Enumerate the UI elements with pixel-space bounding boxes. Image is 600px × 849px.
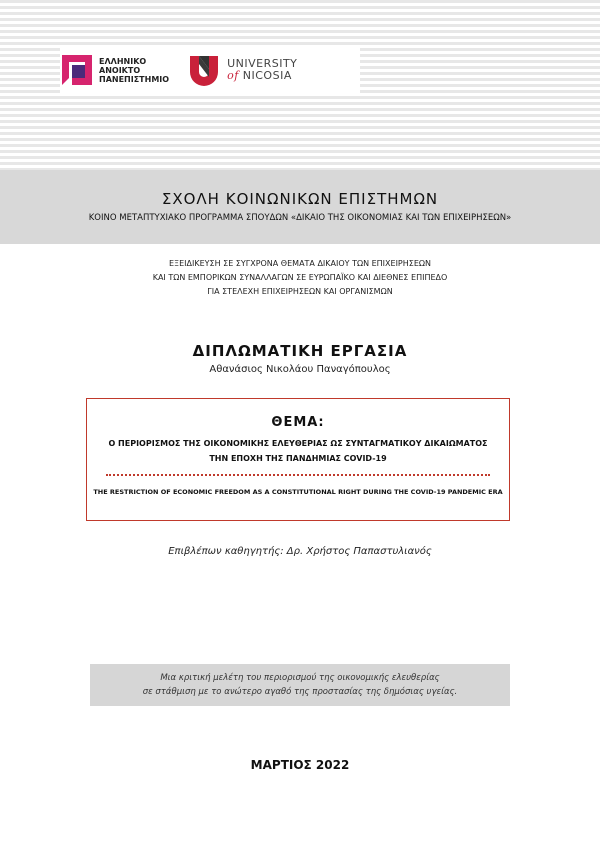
topic-box <box>86 398 510 521</box>
eap-logo-line: ΑΝΟΙΚΤΟ <box>99 65 141 75</box>
school-band <box>0 170 600 244</box>
unic-logo-nicosia: NICOSIA <box>242 69 292 82</box>
program-title: ΚΟΙΝΟ ΜΕΤΑΠΤΥΧΙΑΚΟ ΠΡΟΓΡΑΜΜΑ ΣΠΟΥΔΩΝ «ΔΙΚΑΙΟ ΤΗΣ ΟΙΚΟΝΟΜΙΑΣ ΚΑΙ ΤΩΝ ΕΠΙΧΕΙΡΗΣΕΩΝ» <box>88 213 512 223</box>
eap-logo-line: ΕΛΛΗΝΙΚΟ <box>99 56 147 66</box>
specialization <box>0 257 600 299</box>
specialization-line: ΚΑΙ ΤΩΝ ΕΜΠΟΡΙΚΩΝ ΣΥΝΑΛΛΑΓΩΝ ΣΕ ΕΥΡΩΠΑΪΚΟ ΚΑΙ ΔΙΕΘΝΕΣ ΕΠΙΠΕΔΟ <box>152 273 448 282</box>
unic-logo-icon <box>187 53 221 87</box>
logo-bar <box>60 45 360 95</box>
summary-line: Μια κριτική μελέτη του περιορισμού της οικονομικής ελευθερίας <box>160 673 440 683</box>
summary-line: σε στάθμιση με το ανώτερο αγαθό της προστασίας της δημόσιας υγείας. <box>142 687 458 697</box>
supervisor: Επιβλέπων καθηγητής: Δρ. Χρήστος Παπαστυλιανός <box>168 546 432 557</box>
eap-logo-text <box>99 57 169 84</box>
topic-greek <box>87 436 509 466</box>
school-title: ΣΧΟΛΗ ΚΟΙΝΩΝΙΚΩΝ ΕΠΙΣΤΗΜΩΝ <box>161 190 439 208</box>
thesis-title: ΔΙΠΛΩΜΑΤΙΚΗ ΕΡΓΑΣΙΑ <box>192 342 408 360</box>
author-name: Αθανάσιος Νικολάου Παναγόπουλος <box>209 364 391 375</box>
topic-greek-line: ΤΗΝ ΕΠΟΧΗ ΤΗΣ ΠΑΝΔΗΜΙΑΣ COVID-19 <box>209 454 387 463</box>
unic-logo-of: of <box>227 69 239 82</box>
eap-logo-icon <box>60 53 94 87</box>
summary-box <box>90 664 510 706</box>
eap-logo <box>60 53 169 87</box>
specialization-line: ΓΙΑ ΣΤΕΛΕΧΗ ΕΠΙΧΕΙΡΗΣΕΩΝ ΚΑΙ ΟΡΓΑΝΙΣΜΩΝ <box>207 287 393 296</box>
eap-logo-line: ΠΑΝΕΠΙΣΤΗΜΙΟ <box>99 74 170 84</box>
date: ΜΑΡΤΙΟΣ 2022 <box>250 758 350 772</box>
topic-label: ΘΕΜΑ: <box>271 415 325 430</box>
topic-english: THE RESTRICTION OF ECONOMIC FREEDOM AS A CONSTITUTIONAL RIGHT DURING THE COVID-19 PANDEMIC ERA <box>93 488 503 496</box>
topic-greek-line: Ο ΠΕΡΙΟΡΙΣΜΟΣ ΤΗΣ ΟΙΚΟΝΟΜΙΚΗΣ ΕΛΕΥΘΕΡΙΑΣ ΩΣ ΣΥΝΤΑΓΜΑΤΙΚΟΥ ΔΙΚΑΙΩΜΑΤΟΣ <box>108 439 488 448</box>
unic-logo <box>187 53 297 87</box>
unic-logo-line <box>227 70 297 82</box>
unic-logo-line: UNIVERSITY <box>227 57 298 70</box>
unic-logo-text <box>227 58 297 82</box>
dotted-divider <box>106 474 490 476</box>
specialization-line: ΕΞΕΙΔΙΚΕΥΣΗ ΣΕ ΣΥΓΧΡΟΝΑ ΘΕΜΑΤΑ ΔΙΚΑΙΟΥ ΤΩΝ ΕΠΙΧΕΙΡΗΣΕΩΝ <box>169 259 431 268</box>
